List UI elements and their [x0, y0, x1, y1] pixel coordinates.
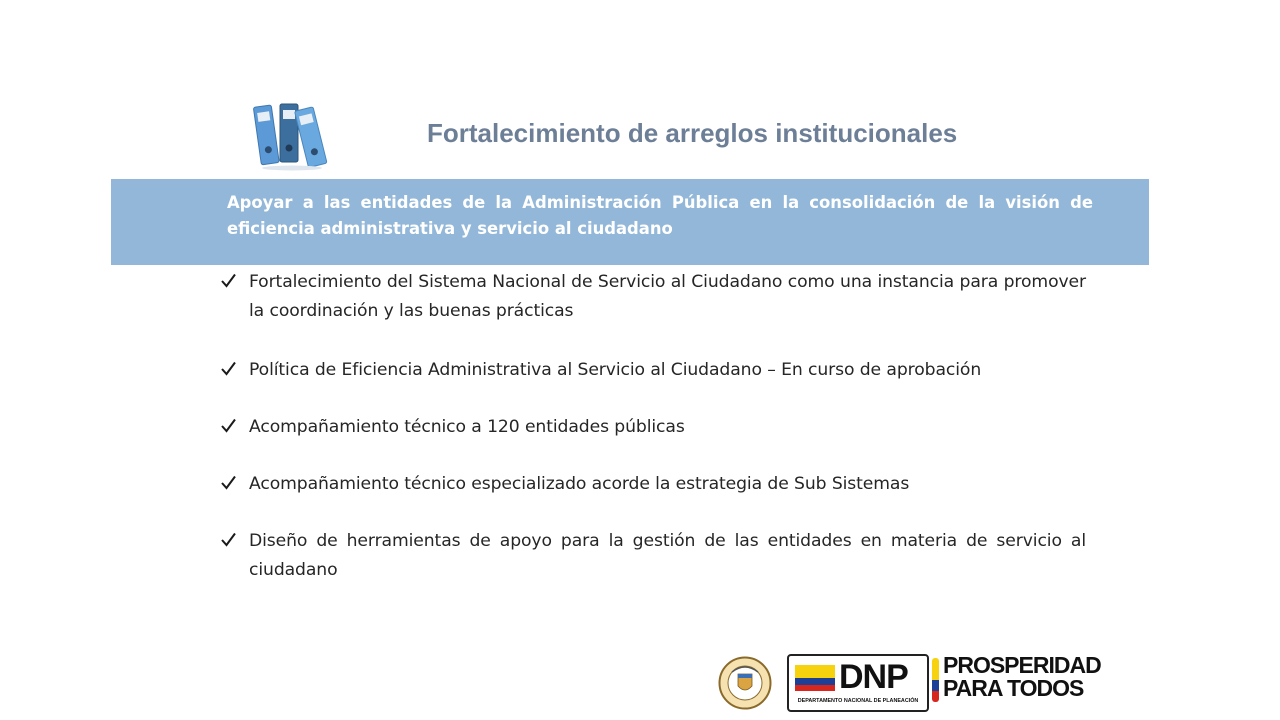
slogan-line-1: PROSPERIDAD [943, 652, 1101, 678]
dnp-logo-word: DNP [839, 658, 908, 696]
list-item [220, 268, 1086, 326]
dnp-logo [787, 654, 929, 712]
checkmark-icon [220, 417, 237, 434]
objective-text: Apoyar a las entidades de la Administración Pública en la consolidación de la visión de eficiencia administrativa y servicio al ciudadano [227, 193, 1093, 238]
colombia-seal-icon [718, 656, 772, 710]
slogan-line-2: PARA TODOS [943, 675, 1084, 701]
checkmark-icon [220, 531, 237, 548]
dnp-logo-subtitle: DEPARTAMENTO NACIONAL DE PLANEACIÓN [797, 698, 919, 704]
binders-icon [252, 100, 336, 172]
colombia-flag-icon [795, 665, 835, 691]
list-item-text: Acompañamiento técnico a 120 entidades públicas [249, 417, 685, 437]
list-item [220, 470, 1086, 499]
objective-band [111, 179, 1149, 265]
list-item-text: Diseño de herramientas de apoyo para la gestión de las entidades en materia de servicio al ciudadano [249, 531, 1086, 580]
checkmark-icon [220, 272, 237, 289]
slogan-flag-icon [932, 658, 939, 702]
checkmark-icon [220, 360, 237, 377]
list-item-text: Fortalecimiento del Sistema Nacional de Servicio al Ciudadano como una instancia para promover la coordinación y las buenas prácticas [249, 272, 1086, 321]
list-item-text: Política de Eficiencia Administrativa al Servicio al Ciudadano – En curso de aprobación [249, 360, 982, 380]
list-item [220, 356, 1086, 385]
list-item-text: Acompañamiento técnico especializado acorde la estrategia de Sub Sistemas [249, 474, 910, 494]
checkmark-icon [220, 474, 237, 491]
slogan-logo [943, 654, 1101, 700]
list-item [220, 527, 1086, 585]
page-title: Fortalecimiento de arreglos institucionales [427, 118, 958, 148]
list-item [220, 413, 1086, 442]
bullet-list [220, 268, 1086, 613]
footer-logos [713, 654, 1113, 712]
